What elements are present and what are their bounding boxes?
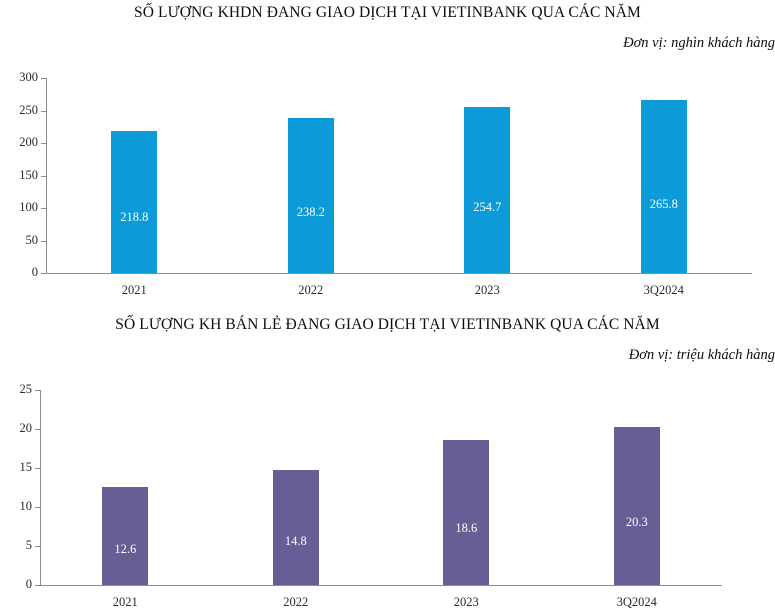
chart-banle-plot [0, 382, 775, 609]
y-tick-mark [41, 241, 46, 242]
y-tick-label: 50 [25, 232, 38, 247]
y-tick-mark [41, 111, 46, 112]
bar [273, 470, 319, 585]
y-tick-label: 15 [19, 460, 32, 474]
y-tick-label: 300 [19, 70, 38, 84]
x-category-label: 2023 [453, 595, 479, 609]
bar-value-label: 265.8 [649, 196, 678, 211]
x-category-label: 2022 [283, 595, 309, 609]
y-axis-line [40, 390, 41, 585]
bar-value-label: 12.6 [114, 541, 137, 556]
y-tick-mark [41, 208, 46, 209]
chart-khdn-title: SỐ LƯỢNG KHDN ĐANG GIAO DỊCH TẠI VIETINBANK QUA CÁC NĂM [134, 4, 641, 21]
bar-value-label: 254.7 [473, 200, 502, 215]
chart-khdn-plot [0, 70, 775, 297]
x-category-label: 2021 [121, 283, 147, 297]
bar [614, 427, 660, 585]
x-category-label: 2022 [298, 283, 324, 297]
y-tick-mark [35, 468, 40, 469]
x-category-label: 2023 [474, 283, 500, 297]
chart-banle-title: SỐ LƯỢNG KH BÁN LẺ ĐANG GIAO DỊCH TẠI VIETINBANK QUA CÁC NĂM [115, 316, 660, 333]
y-tick-label: 150 [19, 167, 38, 182]
bar-value-label: 218.8 [120, 210, 149, 225]
y-tick-mark [35, 429, 40, 430]
chart-khdn [0, 0, 775, 300]
x-axis-line [40, 585, 722, 586]
bar [111, 131, 157, 273]
y-tick-mark [41, 78, 46, 79]
y-tick-label: 5 [25, 538, 32, 552]
bar [288, 118, 334, 273]
y-tick-mark [35, 546, 40, 547]
y-tick-label: 10 [19, 499, 32, 513]
y-tick-label: 200 [19, 135, 38, 149]
x-category-label: 2021 [112, 595, 138, 609]
y-tick-mark [41, 273, 46, 274]
y-tick-label: 0 [25, 577, 32, 591]
y-tick-mark [35, 390, 40, 391]
y-tick-mark [35, 507, 40, 508]
y-tick-label: 250 [19, 102, 38, 117]
y-tick-mark [41, 143, 46, 144]
bar-value-label: 20.3 [625, 515, 648, 530]
y-tick-label: 20 [19, 421, 32, 435]
y-tick-mark [35, 585, 40, 586]
y-tick-label: 0 [31, 265, 38, 279]
chart-banle-unit-note: Đơn vị: triệu khách hàng [628, 347, 775, 363]
x-axis-line [46, 273, 752, 274]
y-tick-label: 100 [19, 200, 38, 214]
x-category-label: 3Q2024 [616, 595, 657, 609]
y-tick-label: 25 [19, 382, 32, 396]
y-axis-line [46, 78, 47, 273]
bar-value-label: 14.8 [284, 534, 307, 549]
bar [443, 440, 489, 585]
chart-banle [0, 312, 775, 611]
bar [102, 487, 148, 585]
bar [641, 100, 687, 273]
x-category-label: 3Q2024 [643, 283, 684, 297]
bar-value-label: 238.2 [296, 204, 325, 219]
y-tick-mark [41, 176, 46, 177]
chart-khdn-unit-note: Đơn vị: nghìn khách hàng [623, 35, 775, 51]
bar-value-label: 18.6 [455, 521, 478, 536]
bar [464, 107, 510, 273]
